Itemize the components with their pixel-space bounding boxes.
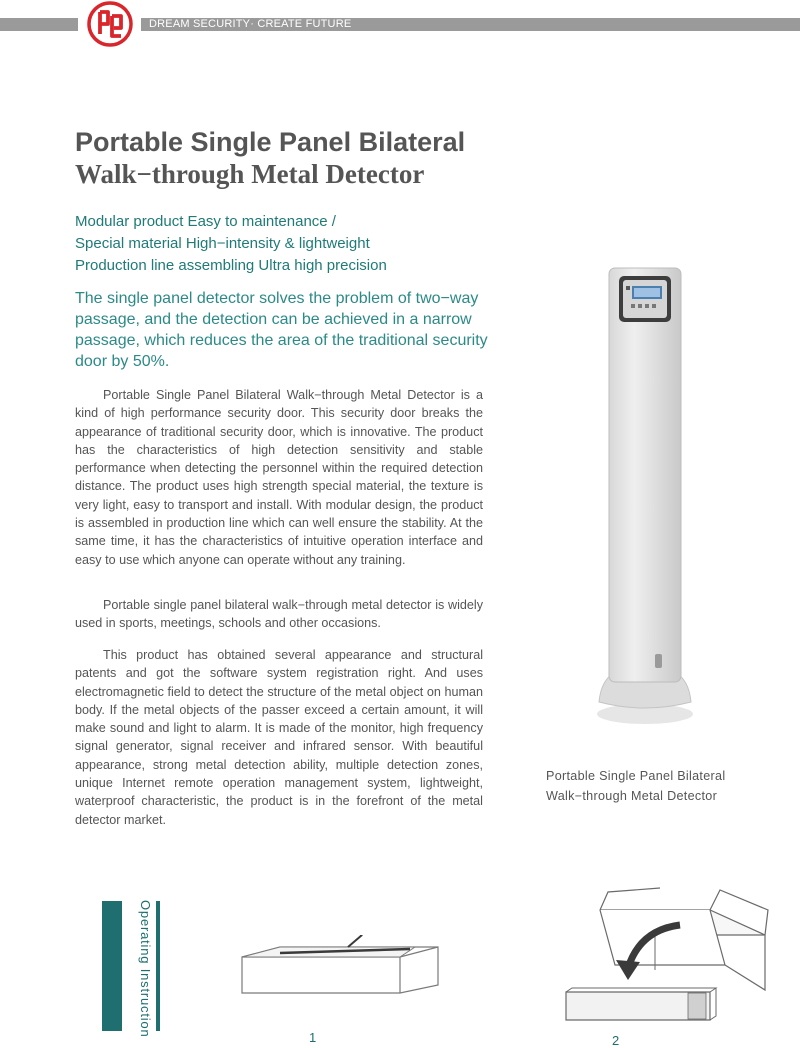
page-title-line1: Portable Single Panel Bilateral — [75, 127, 466, 157]
header-tagline: DREAM SECURITY· CREATE FUTURE — [149, 18, 352, 30]
product-caption-line2: Walk−through Metal Detector — [546, 789, 718, 803]
header-bar-left — [0, 18, 78, 31]
feature-line: Special material High−intensity & lightweight — [75, 235, 370, 252]
step-number: 2 — [612, 1033, 620, 1048]
step1-illustration — [240, 935, 440, 997]
feature-line: Modular product Easy to maintenance / — [75, 213, 336, 230]
feature-line: Production line assembling Ultra high precision — [75, 257, 387, 274]
instruction-bar-left — [102, 901, 122, 1031]
page-title-line2: Walk−through Metal Detector — [75, 159, 425, 189]
body-paragraph: Portable Single Panel Bilateral Walk−through Metal Detector is a kind of high performance security door. This security door breaks the appearance of traditional security door, which is innovative. The product has the characteristics of high detection sensitivity and stable performance when detecting the personnel within the required detection distance. The product uses high strength special material, the texture is very light, easy to transport and install. With modular design, the product is assembled in production line which can well ensure the stability. At the same time, it has the characteristics of intuitive operation interface and easy to use which anyone can operate without any training. — [75, 388, 483, 567]
instruction-bar-right — [156, 901, 160, 1031]
operating-instruction-label: Operating Instruction — [138, 900, 153, 1038]
step-number: 1 — [309, 1030, 317, 1045]
summary-text: The single panel detector solves the problem of two−way passage, and the detection can be achieved in a narrow passage, which reduces the area of the traditional security door by 50%. — [75, 290, 488, 370]
body-paragraph: Portable single panel bilateral walk−through metal detector is widely used in sports, meetings, schools and other occasions. — [75, 598, 483, 631]
product-caption — [546, 766, 766, 806]
step2-illustration — [560, 880, 770, 1030]
body-paragraph: This product has obtained several appearance and structural patents and got the software system registration right. And uses electromagnetic field to detect the structure of the metal object on human body. If the metal objects of the passer exceed a certain amount, it will make sound and light to alarm. It is made of the monitor, high frequency signal generator, signal receiver and infrared sensor. With beautiful appearance, strong metal detection ability, multiple detection zones, unique Internet remote operation management system, lightweight, waterproof characteristic, the product is in the forefront of the metal detector market. — [75, 648, 483, 827]
metal-detector-product-image — [585, 262, 705, 732]
brand-logo-icon — [84, 0, 136, 48]
product-caption-line1: Portable Single Panel Bilateral — [546, 769, 726, 783]
